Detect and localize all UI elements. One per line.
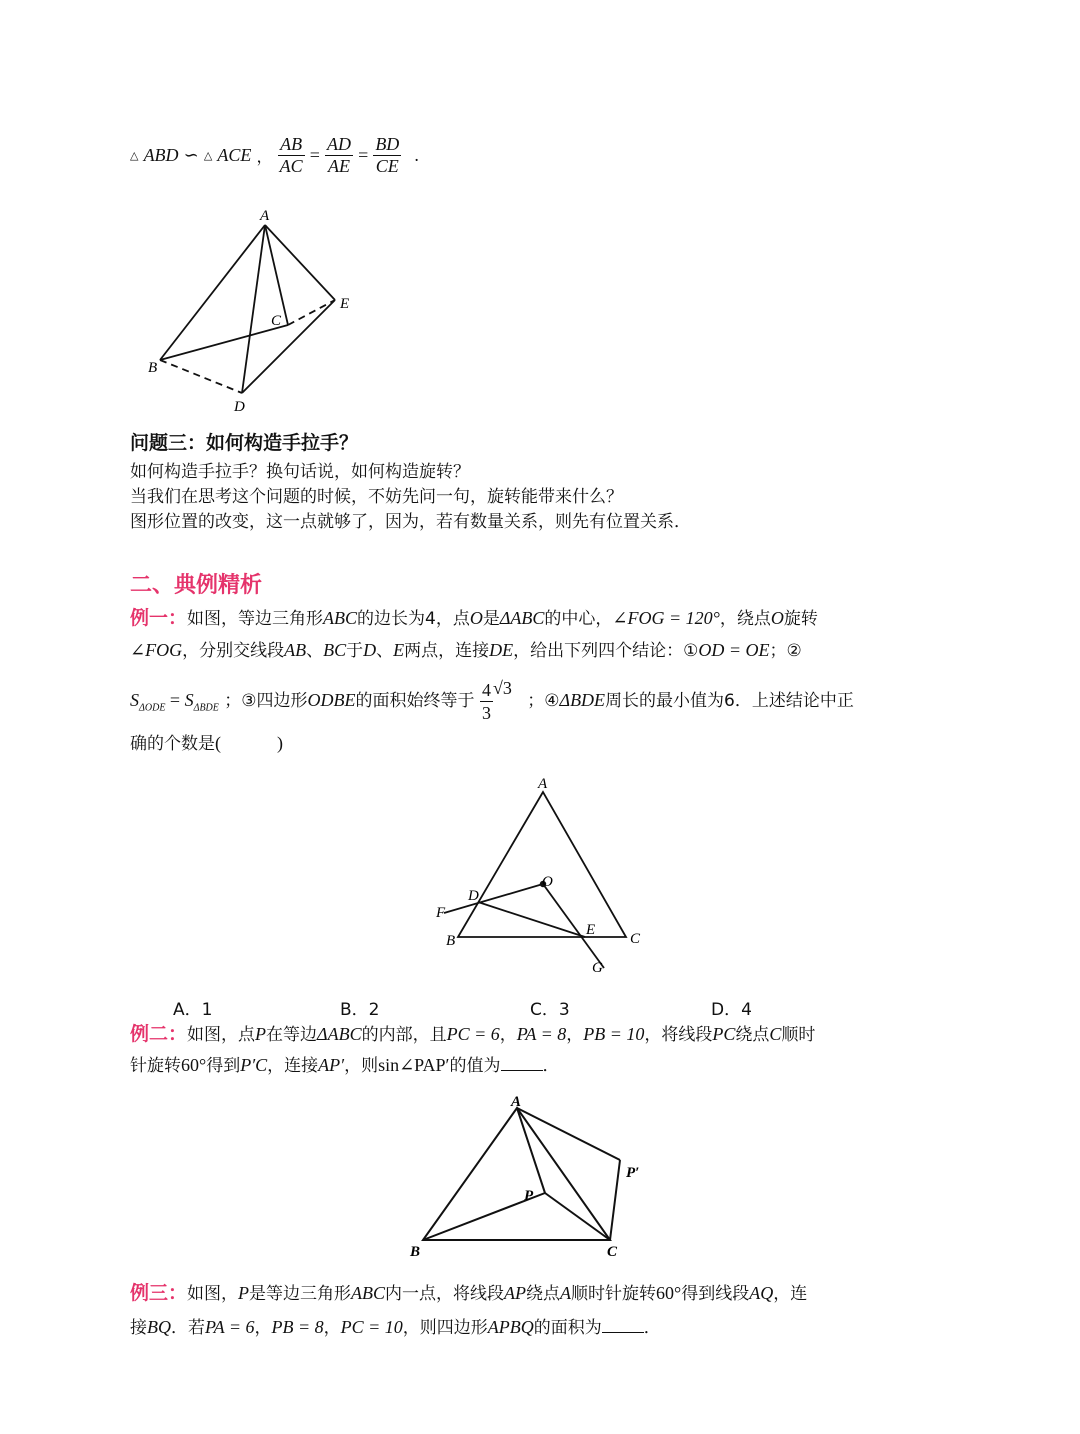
section-heading: 二、典例精析 bbox=[130, 573, 263, 598]
question3-line1: 如何构造手拉手？换句话说，如何构造旋转？ bbox=[130, 462, 470, 482]
example3-label: 例三： bbox=[130, 1282, 188, 1304]
option-b: B．2 bbox=[340, 1000, 380, 1020]
fraction-4-3: $\frac{4}{3}$ bbox=[481, 679, 491, 723]
similarity-statement: △ ABD ∽ △ ACE ， $\frac{AB}{AC}$ = $\frac{AD}{AE}$ = $\frac{BD}{CE}$ . bbox=[130, 134, 419, 176]
fig3-label-a: A bbox=[511, 1094, 522, 1110]
fig2-label-b: B bbox=[446, 933, 456, 949]
fig3-label-p: P bbox=[524, 1188, 534, 1204]
fig2-label-f: F bbox=[436, 905, 446, 921]
fig3-label-c: C bbox=[607, 1244, 618, 1260]
fig2-label-a: A bbox=[538, 776, 548, 792]
fig1-label-d: D bbox=[234, 399, 245, 415]
figure-equilateral-rotation bbox=[430, 770, 650, 980]
similar-sign: ∽ bbox=[183, 145, 199, 165]
example2-label: 例二： bbox=[130, 1023, 188, 1045]
example3-line1: 例三：如图，P是等边三角形ABC内一点，将线段AP绕点A顺时针旋转60°得到线段AQ，连 bbox=[130, 1282, 808, 1304]
example2-line2: 针旋转60°得到P′C，连接AP′，则sin∠PAP′的值为 ． bbox=[130, 1055, 560, 1076]
option-a: A．1 bbox=[173, 1000, 213, 1020]
fig1-label-c: C bbox=[271, 313, 282, 329]
fig2-label-g: G bbox=[592, 960, 603, 976]
question3-line2: 当我们在思考这个问题的时候，不妨先问一句，旋转能带来什么？ bbox=[130, 487, 623, 507]
fig1-label-b: B bbox=[148, 360, 158, 376]
tri-abd: ABD bbox=[143, 145, 179, 165]
fig1-label-e: E bbox=[340, 296, 350, 312]
example1-label: 例一： bbox=[130, 607, 188, 629]
fig3-label-b: B bbox=[410, 1244, 421, 1260]
fraction-ab-ac: $\frac{AB}{AC}$ bbox=[279, 134, 303, 176]
fig2-label-o: O bbox=[542, 874, 553, 890]
figure-hand-in-hand bbox=[130, 200, 380, 425]
fig2-label-c: C bbox=[630, 931, 641, 947]
fig3-label-p-prime: P′ bbox=[626, 1165, 640, 1181]
example3-line2: 接BQ．若PA = 6，PB = 8，PC = 10，则四边形APBQ的面积为 ． bbox=[130, 1317, 661, 1338]
fraction-bd-ce: $\frac{BD}{CE}$ bbox=[375, 134, 400, 176]
question3-line3: 图形位置的改变，这一点就够了，因为，若有数量关系，则先有位置关系． bbox=[130, 512, 691, 532]
example2-line1: 例二：如图，点P在等边ΔABC的内部，且PC = 6，PA = 8，PB = 10，将线段PC绕点C顺时 bbox=[130, 1023, 816, 1045]
fraction-ad-ae: $\frac{AD}{AE}$ bbox=[326, 134, 351, 176]
example1-line2: ∠FOG，分别交线段AB、BC于D、E两点，连接DE，给出下列四个结论：①OD = OE；② bbox=[130, 640, 802, 661]
option-c: C．3 bbox=[530, 1000, 570, 1020]
option-d: D．4 bbox=[711, 1000, 752, 1020]
question3-title: 问题三：如何构造手拉手？ bbox=[130, 432, 359, 454]
example1-line1: 例一：如图，等边三角形ABC的边长为4，点O是ΔABC的中心，∠FOG = 120°，绕点O旋转 bbox=[130, 607, 818, 629]
answer-blank-2 bbox=[501, 1054, 543, 1071]
fig2-label-e: E bbox=[586, 922, 596, 938]
answer-blank-3 bbox=[602, 1316, 644, 1333]
fig1-label-a: A bbox=[260, 208, 270, 224]
tri-ace: ACE bbox=[217, 145, 252, 165]
figure-point-inside-triangle bbox=[405, 1088, 655, 1263]
fig2-label-d: D bbox=[468, 888, 479, 904]
example1-line4: 确的个数是( ) bbox=[130, 733, 283, 754]
example1-line3: $S_{\Delta ODE} = S_{\Delta BDE}$ ；③四边形ODBE的面积始终等于 $\frac{4}{3}$ √3 ；④ΔBDE周长的最小值为6．上述结论中正 bbox=[130, 678, 854, 723]
